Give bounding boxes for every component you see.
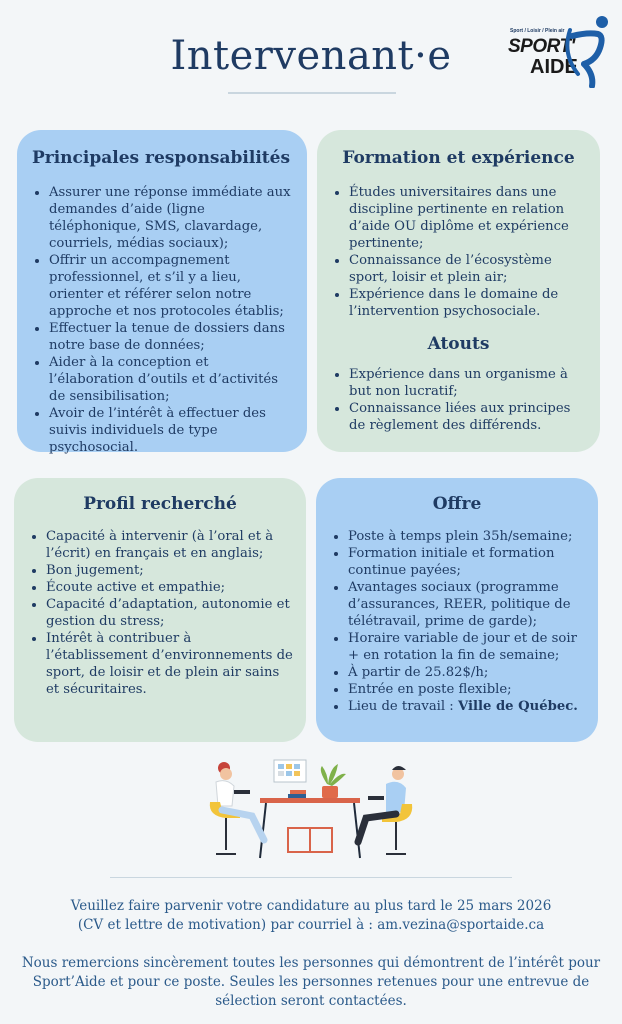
card-profil [14, 478, 306, 742]
list-item: • Entrée en poste flexible; [348, 681, 586, 698]
list-item: • Bon jugement; [46, 562, 294, 579]
list-item: • À partir de 25.82$/h; [348, 664, 586, 681]
logo-brand-bottom: AIDE [530, 56, 578, 78]
application-email: (CV et lettre de motivation) par courriel à : am.vezina@sportaide.ca [77, 917, 545, 933]
list-item: • Formation initiale et formation continue payées; [348, 545, 586, 579]
offre-heading: Offre [432, 494, 482, 514]
formation-list [329, 184, 588, 320]
list-item: • Effectuer la tenue de dossiers dans notre base de données; [49, 320, 293, 354]
list-item: • Avoir de l’intérêt à effectuer des suivis individuels de type psychosocial. [49, 405, 293, 456]
profil-list [26, 528, 294, 698]
office-illustration [200, 758, 422, 862]
list-item: • Études universitaires dans une discipline pertinente en relation d’aide OU diplôme et expérience pertinente; [349, 184, 588, 252]
page-title: Intervenant·e [170, 33, 452, 79]
footer-divider [110, 877, 512, 878]
thank-you-note: Nous remercions sincèrement toutes les personnes qui démontrent de l’intérêt pour Sport’Aide et pour ce poste. Seules les personnes retenues pour une entrevue de sélection seront contactées. [21, 955, 601, 1009]
list-item: • Expérience dans le domaine de l’intervention psychosociale. [349, 286, 588, 320]
list-item-lieu [348, 698, 586, 715]
list-item: • Capacité d’adaptation, autonomie et gestion du stress; [46, 596, 294, 630]
logo-tagline: Sport / Loisir / Plein air [510, 28, 565, 34]
atouts-heading: Atouts [427, 334, 490, 354]
card-formation [317, 130, 600, 452]
atouts-list [329, 366, 588, 434]
list-item: • Expérience dans un organisme à but non lucratif; [349, 366, 588, 400]
running-person-icon [564, 14, 612, 88]
responsabilites-heading: Principales responsabilités [31, 148, 291, 168]
lieu-value: Ville de Québec. [457, 699, 578, 714]
card-responsabilites [17, 130, 307, 455]
list-item: • Connaissance liées aux principes de règlement des différends. [349, 400, 588, 434]
card-offre [316, 478, 598, 742]
list-item: • Avantages sociaux (programme d’assurances, REER, politique de télétravail, prime de garde); [348, 579, 586, 630]
application-instructions [16, 897, 606, 935]
list-item: • Offrir un accompagnement professionnel, et s’il y a lieu, orienter et référer selon notre approche et nos protocoles établis; [49, 252, 293, 320]
offre-list [328, 528, 586, 715]
list-item: • Connaissance de l’écosystème sport, loisir et plein air; [349, 252, 588, 286]
application-deadline: Veuillez faire parvenir votre candidature au plus tard le 25 mars 2026 [70, 898, 552, 914]
profil-heading: Profil recherché [83, 494, 237, 514]
responsabilites-list [29, 184, 293, 456]
list-item: • Assurer une réponse immédiate aux demandes d’aide (ligne téléphonique, SMS, clavardage, courriels, médias sociaux); [49, 184, 293, 252]
lieu-label: Lieu de travail : [348, 699, 458, 714]
title-divider [228, 92, 396, 94]
list-item: • Horaire variable de jour et de soir + en rotation la fin de semaine; [348, 630, 586, 664]
list-item: • Écoute active et empathie; [46, 579, 294, 596]
sportaide-logo [508, 14, 612, 88]
formation-heading: Formation et expérience [342, 148, 575, 168]
list-item: • Intérêt à contribuer à l’établissement d’environnements de sport, de loisir et de plein air sains et sécuritaires. [46, 630, 294, 698]
list-item: • Capacité à intervenir (à l’oral et à l’écrit) en français et en anglais; [46, 528, 294, 562]
logo-brand-top: SPORT' [508, 36, 575, 57]
list-item: • Aider à la conception et l’élaboration d’outils et d’activités de sensibilisation; [49, 354, 293, 405]
list-item: • Poste à temps plein 35h/semaine; [348, 528, 586, 545]
